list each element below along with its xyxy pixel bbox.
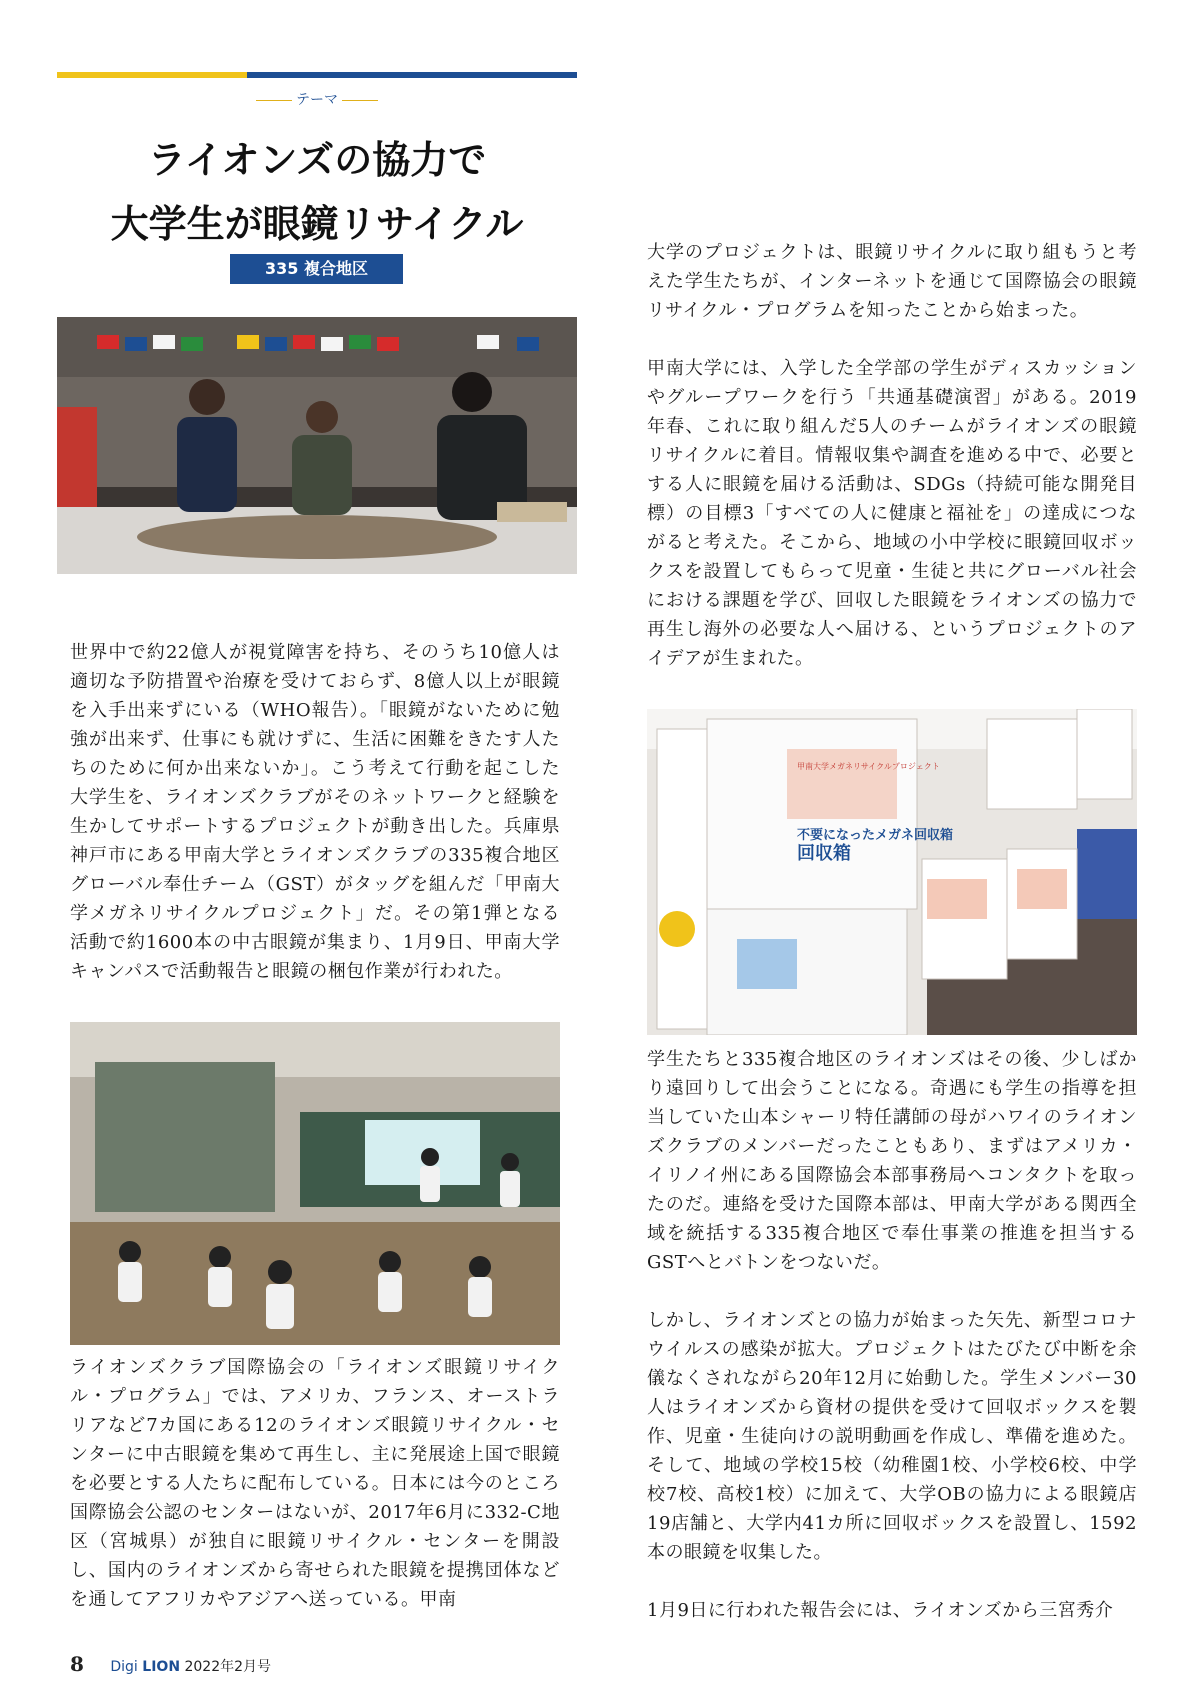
right-paragraph-5: 1月9日に行われた報告会には、ライオンズから三宮秀介 [647,1600,1114,1621]
box-project-label: 甲南大学メガネリサイクルプロジェクト [797,762,940,771]
accent-bar-yellow [57,72,247,78]
right-column-text-2 [647,1045,1137,1625]
page-number: 8 [70,1652,84,1676]
right-paragraph-1: 大学のプロジェクトは、眼鏡リサイクルに取り組もうと考えた学生たちが、インターネットを通じて国際協会の眼鏡リサイクル・プログラムを知ったことから始まった。 [647,242,1137,321]
theme-label [57,89,577,109]
left-column-text-1 [70,638,560,986]
magazine-name [110,1659,180,1675]
box-label-2: 回収箱 [797,843,851,864]
district-badge: 335 複合地区 [230,254,403,284]
right-column-text-1 [647,238,1137,673]
theme-rule-right [342,100,378,101]
accent-bar-blue [247,72,577,78]
theme-text: テーマ [296,92,338,108]
right-paragraph-2: 甲南大学には、入学した全学部の学生がディスカッションやグループワークを行う「共通基礎演習」がある。2019年春、これに取り組んだ5人のチームがライオンズの眼鏡リサイクルに着目。情報収集や調査を進める中で、必要とする人に眼鏡を届ける活動は、SDGs（持続可能な開発目標）の目標3「すべての人に健康と福祉を」の達成につながると考えた。そこから、地域の小中学校に眼鏡回収ボックスを設置してもらって児童・生徒と共にグローバル社会における課題を学び、回収した眼鏡をライオンズの協力で再生し海外の必要な人へ届ける、というプロジェクトのアイデアが生まれた。 [647,358,1137,669]
title-line-1: ライオンズの協力で [147,137,487,182]
photo-classroom [70,1022,560,1345]
article-title [57,128,577,256]
box-label: 不要になったメガネ回収箱 [797,828,954,843]
page-footer [70,1652,271,1676]
theme-rule-left [256,100,292,101]
photo-collection-boxes [647,709,1137,1035]
classroom-scene-illustration [70,1022,560,1345]
collection-boxes-illustration [647,709,1137,1035]
magazine-title: LION [142,1659,181,1675]
photo-packing-glasses [57,317,577,574]
left-paragraph-2: ライオンズクラブ国際協会の「ライオンズ眼鏡リサイクル・プログラム」では、アメリカ、フランス、オーストラリアなど7カ国にある12のライオンズ眼鏡リサイクル・センターに中古眼鏡を集めて再生し、主に発展途上国で眼鏡を必要とする人たちに配布している。日本には今のところ国際協会公認のセンターはないが、2017年6月に332-C地区（宮城県）が独自に眼鏡リサイクル・センターを開設し、国内のライオンズから寄せられた眼鏡を提携団体などを通してアフリカやアジアへ送っている。甲南 [70,1357,560,1610]
left-column-text-2 [70,1353,560,1614]
magazine-prefix: Digi [110,1659,138,1675]
right-paragraph-3: 学生たちと335複合地区のライオンズはその後、少しばかり遠回りして出会うことになる。奇遇にも学生の指導を担当していた山本シャーリ特任講師の母がハワイのライオンズクラブのメンバーだったこともあり、まずはアメリカ・イリノイ州にある国際協会本部事務局へコンタクトを取ったのだ。連絡を受けた国際本部は、甲南大学がある関西全域を統括する335複合地区で奉仕事業の推進を担当するGSTへとバトンをつないだ。 [647,1049,1137,1273]
right-paragraph-4: しかし、ライオンズとの協力が始まった矢先、新型コロナウイルスの感染が拡大。プロジェクトはたびたび中断を余儀なくされながら20年12月に始動した。学生メンバー30人はライオンズから資材の提供を受けて回収ボックスを製作、児童・生徒向けの説明動画を作成し、準備を進めた。そして、地域の学校15校（幼稚園1校、小学校6校、中学校7校、高校1校）に加えて、大学OBの協力による眼鏡店19店舗と、大学内41カ所に回収ボックスを設置し、1592本の眼鏡を収集した。 [647,1310,1137,1563]
title-line-2: 大学生が眼鏡リサイクル [110,201,524,246]
issue-label: 2022年2月号 [184,1659,272,1675]
packing-scene-illustration [57,317,577,574]
left-paragraph-1: 世界中で約22億人が視覚障害を持ち、そのうち10億人は適切な予防措置や治療を受けておらず、8億人以上が眼鏡を入手出来ずにいる（WHO報告）。「眼鏡がないために勉強が出来ず、仕事にも就けずに、生活に困難をきたす人たちのために何か出来ないか」。こう考えて行動を起こした大学生を、ライオンズクラブがそのネットワークと経験を生かしてサポートするプロジェクトが動き出した。兵庫県神戸市にある甲南大学とライオンズクラブの335複合地区グローバル奉仕チーム（GST）がタッグを組んだ「甲南大学メガネリサイクルプロジェクト」だ。その第1弾となる活動で約1600本の中古眼鏡が集まり、1月9日、甲南大学キャンパスで活動報告と眼鏡の梱包作業が行われた。 [70,642,560,982]
header-accent-bar [57,72,577,78]
